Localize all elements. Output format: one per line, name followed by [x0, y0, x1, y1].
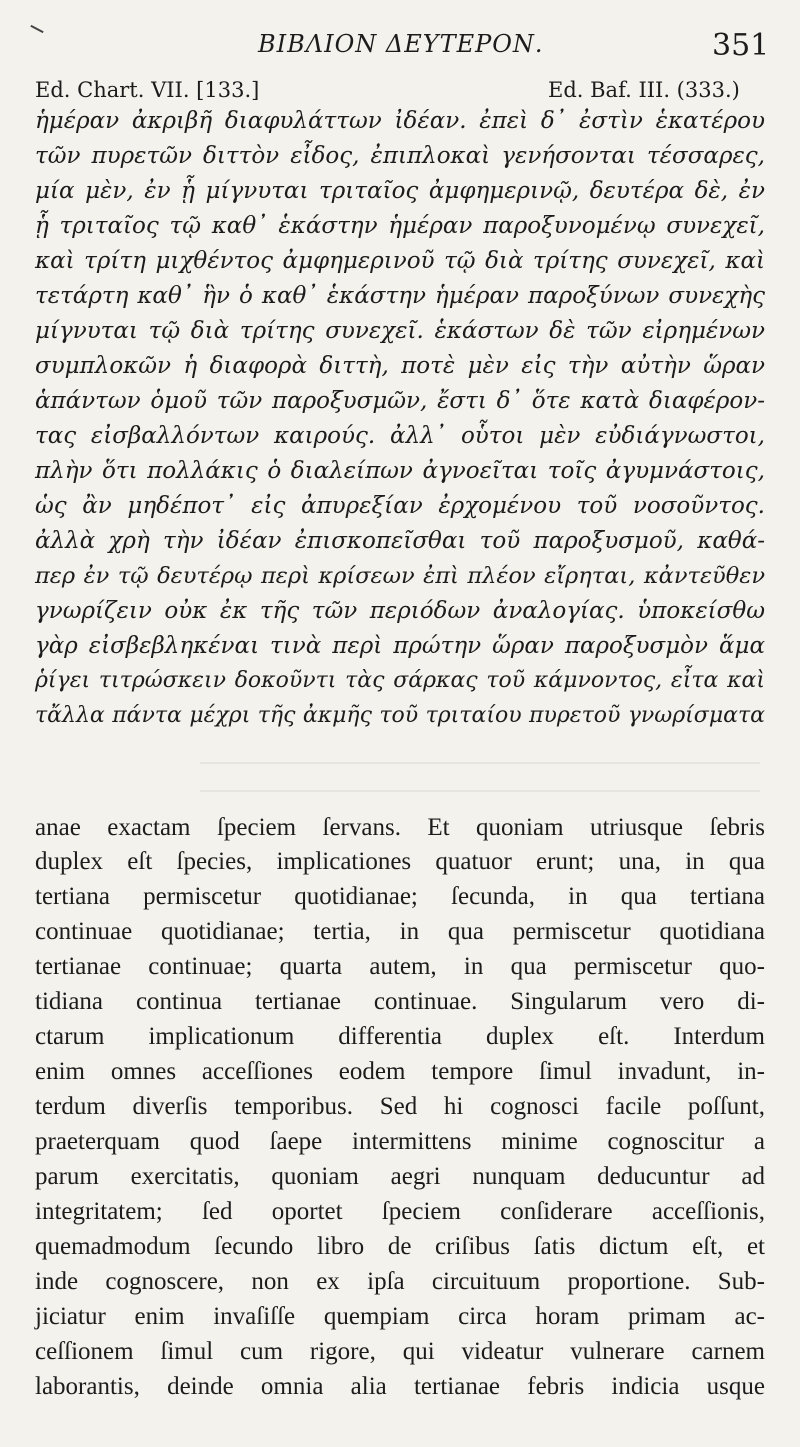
latin-line: integritatem; ſed oportet ſpeciem conſiderare acceſſionis, [35, 1198, 765, 1225]
greek-line: ὡς ἂν μηδέποτ᾽ εἰς ἀπυρεξίαν ἐρχομένου τοῦ νοσοῦντος. [35, 493, 765, 519]
latin-line: continuae quotidianae; tertia, in qua permiscetur quotidiana [35, 918, 765, 945]
greek-line: μία μὲν, ἐν ᾗ μίγνυται τριταῖος ἀμφημερινῷ, δευτέρα δὲ, ἐν [35, 178, 765, 204]
latin-line: laborantis, deinde omnia alia tertianae febris indicia usque [35, 1373, 765, 1400]
latin-line: duplex eſt ſpecies, implicationes quatuor erunt; una, in qua [35, 848, 765, 875]
greek-line: τας εἰσβαλλόντων καιρούς. ἀλλ᾽ οὗτοι μὲν εὐδιάγνωστοι, [35, 423, 765, 449]
latin-line: tertianae continuae; quarta autem, in qua permiscetur quo- [35, 953, 765, 980]
greek-line: ἀλλὰ χρὴ τὴν ἰδέαν ἐπισκοπεῖσθαι τοῦ παροξυσμοῦ, καθά- [35, 528, 765, 554]
latin-line: inde cognoscere, non ex ipſa circuituum proportione. Sub- [35, 1268, 765, 1295]
bleed-through-line [200, 762, 760, 764]
greek-line: πλὴν ὅτι πολλάκις ὁ διαλείπων ἀγνοεῖται τοῖς ἀγυμνάστοις, [35, 458, 765, 484]
latin-line: jiciatur enim invaſiſſe quempiam circa horam primam ac- [35, 1303, 765, 1330]
edition-reference-right: Ed. Baf. III. (333.) [548, 78, 740, 102]
latin-line: parum exercitatis, quoniam aegri nunquam deducuntur ad [35, 1163, 765, 1190]
greek-line: τῶν πυρετῶν διττὸν εἶδος, ἐπιπλοκαὶ γενήσονται τέσσαρες, [35, 143, 765, 169]
greek-line: συμπλοκῶν ἡ διαφορὰ διττὴ, ποτὲ μὲν εἰς τὴν αὐτὴν ὥραν [35, 353, 765, 379]
latin-line: enim omnes acceſſiones eodem tempore ſimul invadunt, in- [35, 1058, 765, 1085]
bleed-through-line [200, 790, 760, 792]
greek-line: τετάρτη καθ᾽ ἣν ὁ καθ᾽ ἑκάστην ἡμέραν παροξύνων συνεχὴς [35, 283, 765, 309]
greek-line: ᾗ τριταῖος τῷ καθ᾽ ἑκάστην ἡμέραν παροξυνομένῳ συνεχεῖ, [35, 213, 765, 239]
greek-line: γὰρ εἰσβεβληκέναι τινὰ περὶ πρώτην ὥραν παροξυσμὸν ἅμα [35, 633, 765, 659]
greek-line: μίγνυται τῷ διὰ τρίτης συνεχεῖ. ἑκάστων δὲ τῶν εἰρημένων [35, 318, 765, 344]
latin-line: quemadmodum ſecundo libro de criſibus ſatis dictum eſt, et [35, 1233, 765, 1260]
page-number: 351 [712, 28, 770, 63]
latin-line: tidiana continua tertianae continuae. Singularum vero di- [35, 988, 765, 1015]
latin-line: ceſſionem ſimul cum rigore, qui videatur vulnerare carnem [35, 1338, 765, 1365]
corner-mark [30, 25, 43, 33]
greek-line: γνωρίζειν οὐκ ἐκ τῆς τῶν περιόδων ἀναλογίας. ὑποκείσθω [35, 598, 765, 624]
running-header-title: ΒΙΒΛΙΟΝ ΔΕΥΤΕΡΟΝ. [258, 30, 544, 58]
edition-reference-left: Ed. Chart. VII. [133.] [35, 78, 260, 102]
greek-line: καὶ τρίτη μιχθέντος ἀμφημερινοῦ τῷ διὰ τρίτης συνεχεῖ, καὶ [35, 248, 765, 274]
greek-line: ἡμέραν ἀκριβῆ διαφυλάττων ἰδέαν. ἐπεὶ δ᾽ ἐστὶν ἑκατέρου [35, 108, 765, 134]
greek-line: τἄλλα πάντα μέχρι τῆς ἀκμῆς τοῦ τριταίου πυρετοῦ γνωρίσματα [35, 703, 765, 728]
latin-line: anae exactam ſpeciem ſervans. Et quoniam utriusque ſebris [35, 814, 765, 841]
greek-line: ῥίγει τιτρώσκειν δοκοῦντι τὰς σάρκας τοῦ κάμνοντος, εἶτα καὶ [35, 668, 765, 693]
latin-line: tertiana permiscetur quotidianae; ſecunda, in qua tertiana [35, 883, 765, 910]
greek-line: ἁπάντων ὁμοῦ τῶν παροξυσμῶν, ἔστι δ᾽ ὅτε κατὰ διαφέρον- [35, 388, 765, 414]
latin-line: ctarum implicationum differentia duplex eſt. Interdum [35, 1023, 765, 1050]
greek-line: περ ἐν τῷ δευτέρῳ περὶ κρίσεων ἐπὶ πλέον εἴρηται, κἀντεῦθεν [35, 563, 765, 589]
latin-line: praeterquam quod ſaepe intermittens minime cognoscitur a [35, 1128, 765, 1155]
latin-line: terdum diverſis temporibus. Sed hi cognosci facile poſſunt, [35, 1093, 765, 1120]
